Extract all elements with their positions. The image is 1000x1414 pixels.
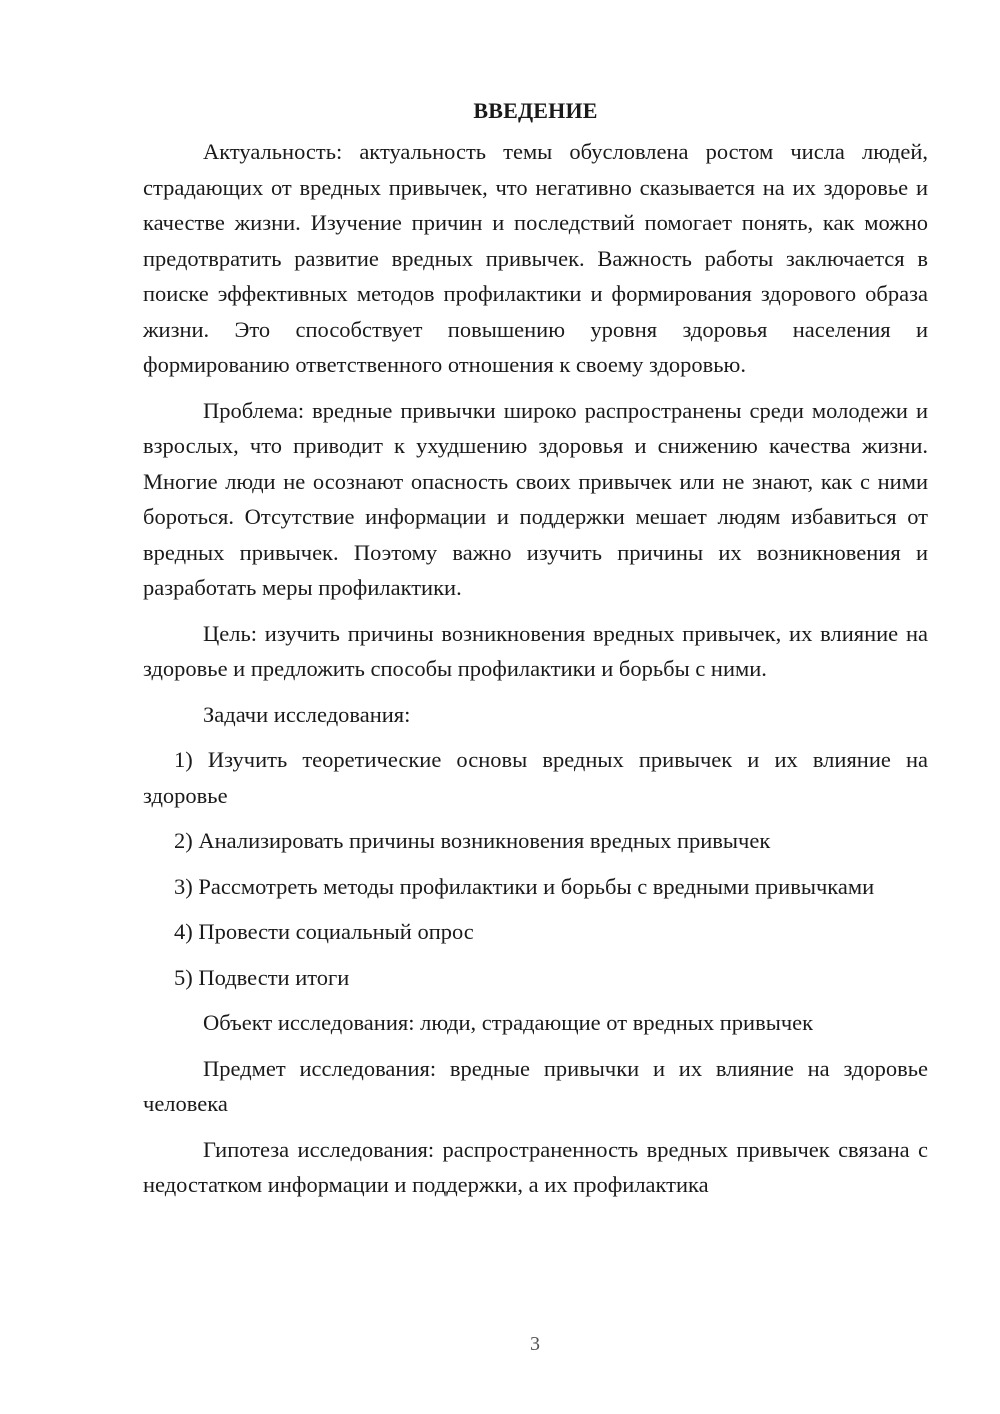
task-list-item: 5) Подвести итоги — [174, 964, 350, 990]
page-content — [143, 96, 928, 1213]
paragraph-goal: Цель: изучить причины возникновения вредных привычек, их влияние на здоровье и предложить способы профилактики и борьбы с ними. — [143, 620, 928, 681]
paragraph-tasks-heading: Задачи исследования: — [203, 701, 411, 727]
section-title: ВВЕДЕНИЕ — [473, 98, 598, 123]
task-list-item: 3) Рассмотреть методы профилактики и борьбы с вредными привычками — [174, 873, 875, 899]
task-list-item: 2) Анализировать причины возникновения вредных привычек — [174, 828, 771, 853]
task-list-item: 4) Провести социальный опрос — [174, 919, 474, 944]
task-list-item: 1) Изучить теоретические основы вредных привычек и их влияние на здоровье — [143, 747, 928, 808]
paragraph-relevance: Актуальность: актуальность темы обусловлена ростом числа людей, страдающих от вредных привычек, что негативно сказывается на их здоровье и качестве жизни. Изучение причин и последствий помогает понять, как можно предотвратить развитие вредных привычек. Важность работы заключается в поиске эффективных методов профилактики и формирования здорового образа жизни. Это способствует повышению уровня здоровья населения и формированию ответственного отношения к своему здоровью. — [143, 139, 928, 377]
paragraph-hypothesis: Гипотеза исследования: распространенность вредных привычек связана с недостатком информации и поддержки, а их профилактика — [143, 1136, 928, 1197]
paragraph-object: Объект исследования: люди, страдающие от вредных привычек — [203, 1010, 814, 1035]
paragraph-subject: Предмет исследования: вредные привычки и их влияние на здоровье человека — [143, 1055, 928, 1116]
page-number: 3 — [530, 1333, 540, 1355]
paragraph-problem: Проблема: вредные привычки широко распространены среди молодежи и взрослых, что приводит к ухудшению здоровья и снижению качества жизни. Многие люди не осознают опасность своих привычек или не знают, как с ними бороться. Отсутствие информации и поддержки мешает людям избавиться от вредных привычек. Поэтому важно изучить причины их возникновения и разработать меры профилактики. — [143, 397, 928, 600]
